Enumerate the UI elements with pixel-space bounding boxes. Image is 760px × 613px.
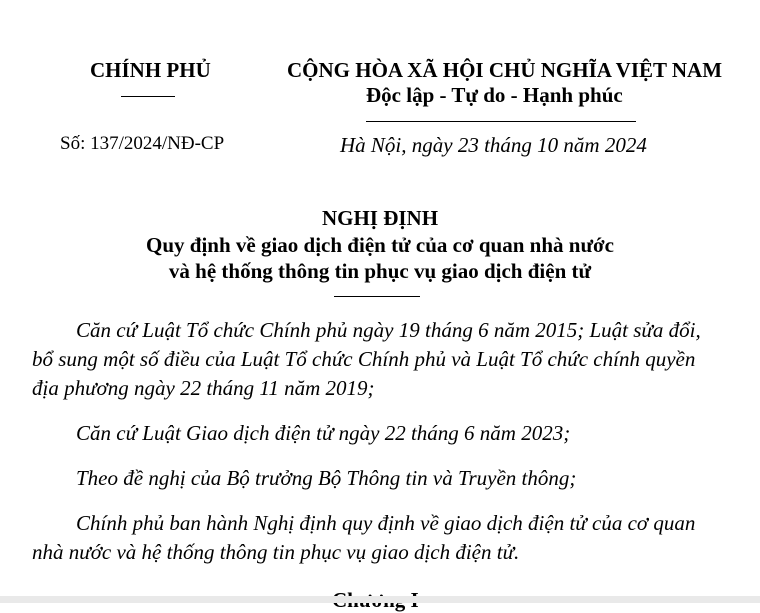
place-and-date: Hà Nội, ngày 23 tháng 10 năm 2024 (340, 133, 647, 157)
document-title-line-2: và hệ thống thông tin phục vụ giao dịch điện tử (168, 259, 592, 283)
nation-title: CỘNG HÒA XÃ HỘI CHỦ NGHĨA VIỆT NAM (287, 58, 723, 82)
title-underline (334, 296, 420, 297)
preamble-line: nhà nước và hệ thống thông tin phục vụ giao dịch điện tử. (32, 540, 520, 564)
motto-underline (366, 121, 636, 122)
issuer-underline (121, 96, 175, 97)
document-number: Số: 137/2024/NĐ-CP (60, 133, 225, 154)
preamble-line: Căn cứ Luật Giao dịch điện tử ngày 22 tháng 6 năm 2023; (76, 421, 571, 445)
issuer-name: CHÍNH PHỦ (90, 58, 211, 82)
document-title-line-1: Quy định về giao dịch điện tử của cơ quan nhà nước (146, 233, 614, 257)
preamble-line: bổ sung một số điều của Luật Tổ chức Chính phủ và Luật Tổ chức chính quyền (32, 347, 696, 371)
national-motto: Độc lập - Tự do - Hạnh phúc (366, 83, 623, 107)
preamble-line: địa phương ngày 22 tháng 11 năm 2019; (32, 376, 375, 400)
page-bottom-edge (0, 596, 760, 603)
document-type: NGHỊ ĐỊNH (321, 206, 439, 230)
preamble-line: Theo đề nghị của Bộ trưởng Bộ Thông tin và Truyền thông; (76, 466, 577, 490)
preamble-line: Chính phủ ban hành Nghị định quy định về giao dịch điện tử của cơ quan (76, 511, 696, 535)
preamble-line: Căn cứ Luật Tổ chức Chính phủ ngày 19 tháng 6 năm 2015; Luật sửa đổi, (76, 318, 701, 342)
